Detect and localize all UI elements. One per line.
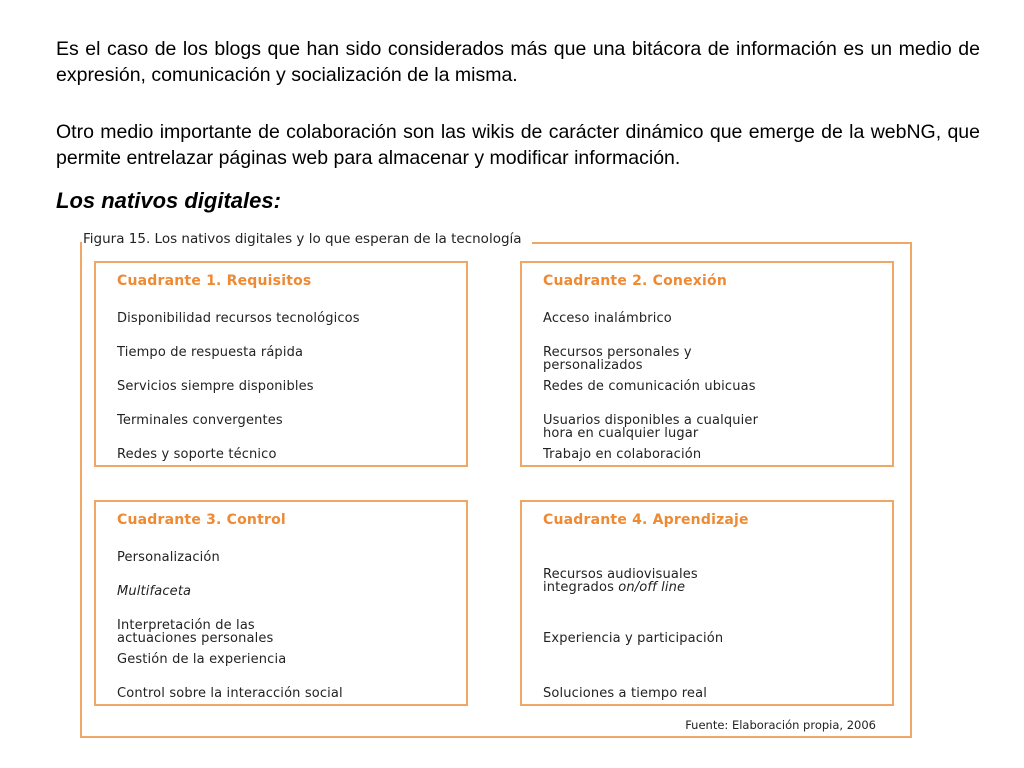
quadrant-item-emphasis: on/off line — [618, 580, 686, 595]
quadrant-title: Cuadrante 4. Aprendizaje — [543, 512, 749, 528]
quadrant-item: Control sobre la interacción social — [117, 686, 343, 701]
quadrant-item: Redes y soporte técnico — [117, 447, 277, 462]
quadrant-item: Tiempo de respuesta rápida — [117, 345, 304, 360]
quadrant-conexion — [520, 261, 894, 467]
quadrant-item: Redes de comunicación ubicuas — [543, 379, 756, 394]
quadrant-item — [543, 581, 685, 594]
quadrant-title: Cuadrante 2. Conexión — [543, 273, 727, 289]
quadrant-item: Servicios siempre disponibles — [117, 379, 314, 394]
quadrant-item: Disponibilidad recursos tecnológicos — [117, 311, 360, 326]
section-heading: Los nativos digitales: — [56, 188, 281, 213]
paragraph-wikis: Otro medio importante de colaboración son las wikis de carácter dinámico que emerge de la webNG, que permite entrelazar páginas web para almacenar y modificar información. — [56, 121, 980, 169]
quadrant-control — [94, 500, 468, 706]
quadrant-requisitos — [94, 261, 468, 467]
quadrant-item-text: integrados — [543, 580, 619, 595]
quadrant-aprendizaje — [520, 500, 894, 706]
quadrant-item: Usuarios disponibles a cualquier hora en cualquier lugar — [543, 413, 759, 441]
quadrant-title: Cuadrante 1. Requisitos — [117, 273, 312, 289]
figure-source: Fuente: Elaboración propia, 2006 — [685, 718, 876, 732]
paragraph-blogs: Es el caso de los blogs que han sido considerados más que una bitácora de información es un medio de expresión, comunicación y socialización de la misma. — [56, 38, 980, 86]
quadrant-item: Interpretación de las actuaciones personales — [117, 618, 274, 646]
quadrant-item: Trabajo en colaboración — [543, 447, 702, 462]
quadrant-item: Experiencia y participación — [543, 631, 724, 646]
quadrant-item: Acceso inalámbrico — [543, 311, 672, 326]
quadrant-item: Personalización — [117, 550, 220, 565]
figure-caption: Figura 15. Los nativos digitales y lo que esperan de la tecnología — [82, 231, 532, 247]
quadrant-item: Terminales convergentes — [117, 413, 283, 428]
figure-panel — [80, 231, 912, 738]
quadrant-item: Multifaceta — [117, 584, 192, 599]
quadrant-item: Soluciones a tiempo real — [543, 686, 707, 701]
quadrant-item: Gestión de la experiencia — [117, 652, 287, 667]
quadrant-item: Recursos audiovisuales — [543, 567, 698, 582]
quadrant-item: Recursos personales y personalizados — [543, 345, 692, 373]
quadrant-title: Cuadrante 3. Control — [117, 512, 286, 528]
